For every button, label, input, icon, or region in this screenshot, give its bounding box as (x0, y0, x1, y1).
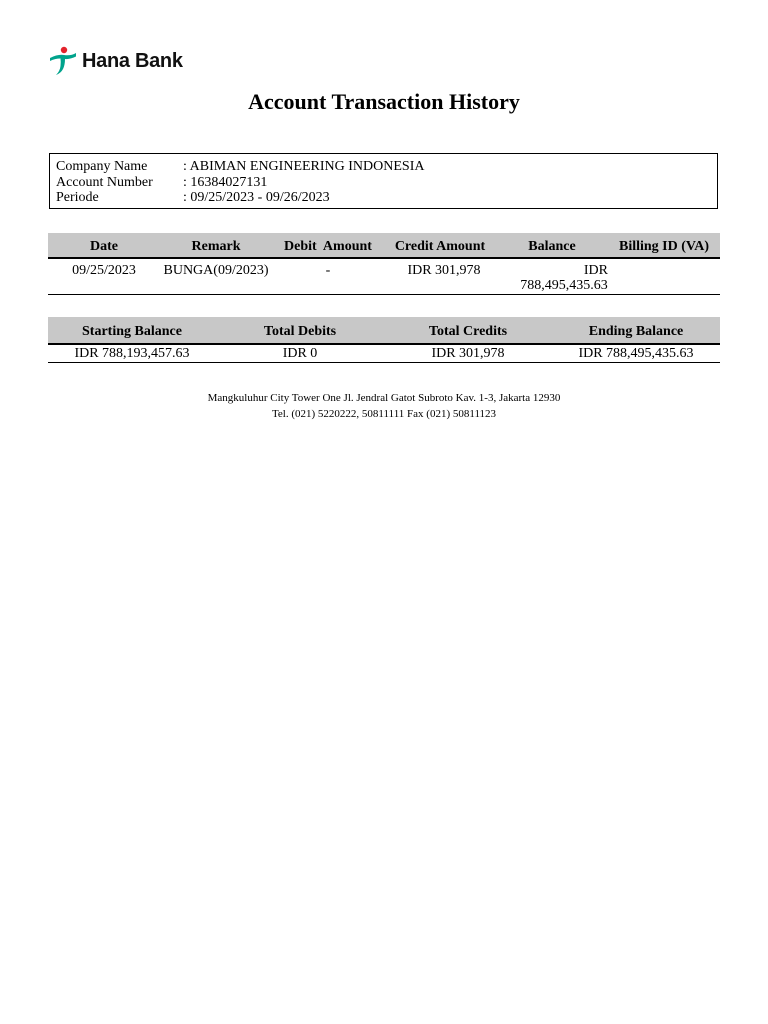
account-number-label: Account Number (56, 175, 153, 190)
summary-header-total-debits: Total Debits (263, 324, 337, 339)
column-header-remark: Remark (191, 239, 241, 254)
logo-text: Hana Bank (82, 49, 183, 72)
footer-contact: Tel. (021) 5220222, 50811111 Fax (021) 50811123 (271, 408, 497, 420)
summary-row (48, 345, 720, 363)
summary-header-total-credits: Total Credits (428, 324, 508, 339)
column-header-date: Date (90, 239, 118, 254)
footer-address: Mangkuluhur City Tower One Jl. Jendral Gatot Subroto Kav. 1-3, Jakarta 12930 (207, 392, 561, 404)
table-row (48, 259, 720, 295)
bank-logo (48, 44, 183, 78)
summary-header-ending-balance: Ending Balance (588, 324, 684, 339)
transaction-table-header (48, 233, 720, 259)
summary-header-starting-balance: Starting Balance (82, 324, 182, 339)
summary-total-credits: IDR 301,978 (431, 346, 505, 361)
periode-label: Periode (56, 190, 99, 205)
summary-table-header (48, 317, 720, 345)
cell-date: 09/25/2023 (72, 263, 136, 278)
cell-remark: BUNGA(09/2023) (163, 263, 269, 278)
company-name-label: Company Name (56, 159, 148, 174)
cell-credit: IDR 301,978 (407, 263, 481, 278)
cell-balance-currency: IDR (583, 263, 608, 278)
column-header-credit-amount: Credit Amount (394, 239, 486, 254)
column-header-debit-amount: Debit Amount (284, 239, 372, 254)
summary-total-debits: IDR 0 (282, 346, 318, 361)
summary-ending-balance: IDR 788,495,435.63 (578, 346, 694, 361)
cell-debit: - (325, 263, 331, 278)
account-info-box (49, 153, 718, 209)
cell-balance (504, 263, 624, 293)
column-header-billing-id: Billing ID (VA) (619, 239, 709, 254)
page-footer (0, 390, 768, 422)
periode-value: : 09/25/2023 - 09/26/2023 (183, 190, 330, 205)
cell-balance-amount: 788,495,435.63 (520, 278, 608, 293)
summary-starting-balance: IDR 788,193,457.63 (74, 346, 190, 361)
page-title: Account Transaction History (248, 89, 520, 114)
company-name-value: : ABIMAN ENGINEERING INDONESIA (183, 159, 425, 174)
hana-bank-logo-icon (48, 45, 78, 77)
column-header-balance: Balance (528, 239, 576, 254)
account-number-value: : 16384027131 (183, 175, 268, 190)
